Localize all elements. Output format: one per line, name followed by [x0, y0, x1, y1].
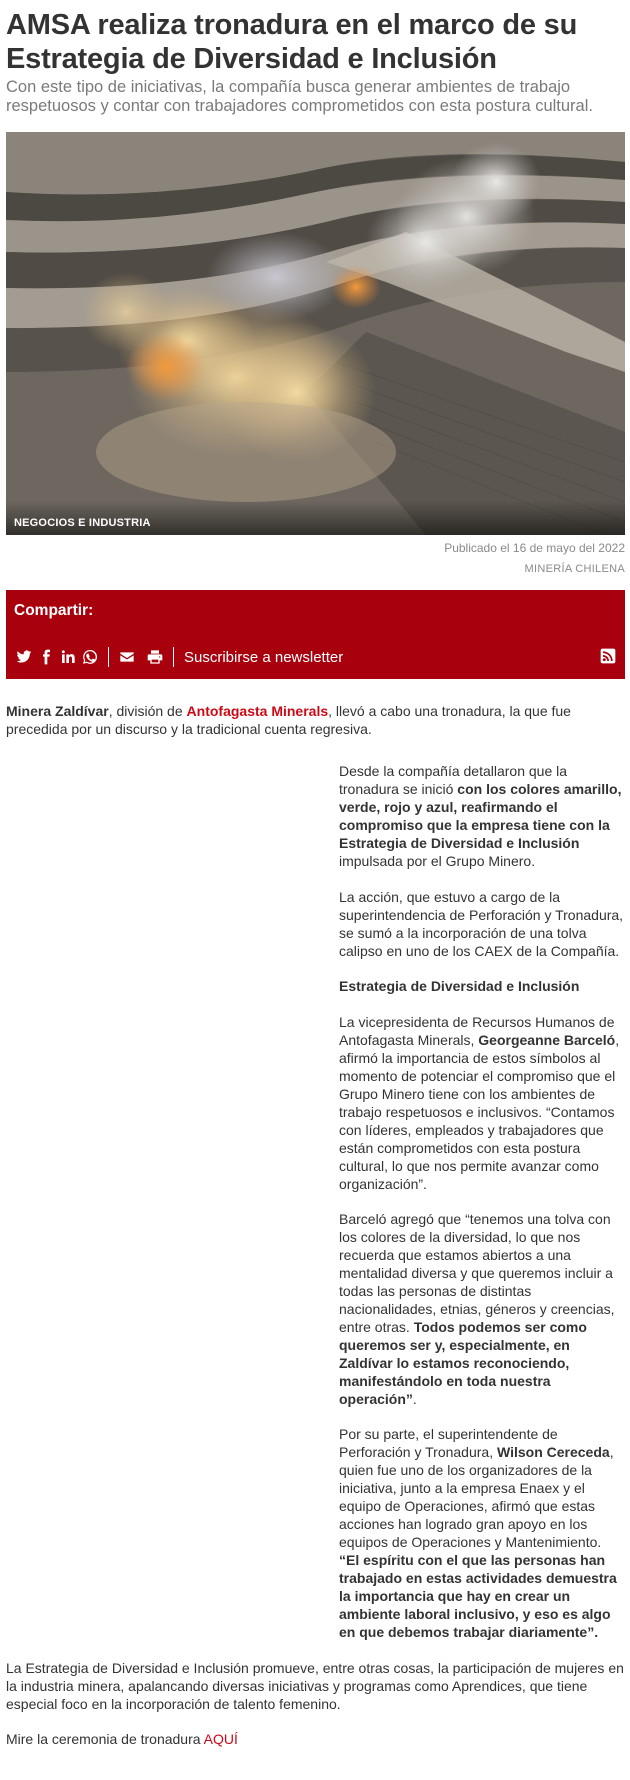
share-title: Compartir:	[14, 602, 94, 619]
text-bold: “El espíritu con el que las personas han trabajado en estas actividades demuestra la importancia que hay en crear un ambiente laboral inclusivo, y eso es algo en que debemos trabajar diariamente”.	[339, 1552, 617, 1640]
email-icon[interactable]	[117, 647, 137, 667]
mine-blast-photo	[6, 132, 625, 535]
whatsapp-icon[interactable]	[80, 647, 100, 667]
print-icon[interactable]	[145, 647, 165, 667]
text: , quien fue uno de los organizadores de la iniciativa, junto a la empresa Enaex y el equipo de Operaciones, afirmó que estas acciones han logrado gran apoyo en los equipos de Operaciones y Mantenimiento.	[339, 1444, 614, 1550]
text-bold: Wilson Cereceda	[496, 1444, 610, 1460]
share-bar	[6, 590, 625, 679]
text-bold: Minera Zaldívar	[6, 703, 109, 719]
text: , llevó a cabo una tronadura, la que fue precedida por un discurso y la tradicional cuenta regresiva.	[6, 703, 571, 737]
rss-icon[interactable]	[600, 648, 618, 666]
paragraph-colors	[339, 762, 625, 870]
paragraph-vicepresidenta	[339, 1013, 625, 1193]
paragraph-barcelo	[339, 1210, 625, 1408]
hero-image	[6, 132, 625, 535]
text: Mire la ceremonia de tronadura	[6, 1731, 204, 1747]
text: La vicepresidenta de Recursos Humanos de Antofagasta Minerals,	[339, 1014, 615, 1048]
text: Por su parte, el superintendente de Perforación y Tronadura,	[339, 1426, 558, 1460]
paragraph-cereceda	[339, 1425, 625, 1641]
ceremony-link[interactable]: AQUÍ	[203, 1731, 238, 1747]
published-date: Publicado el 16 de mayo del 2022	[444, 541, 625, 555]
text-bold: con los colores amarillo, verde, rojo y azul, reafirmando el compromiso que la empresa tiene con la Estrategia de Diversidad e Inclusión	[339, 781, 622, 851]
facebook-icon[interactable]	[36, 647, 56, 667]
antofagasta-link[interactable]: Antofagasta Minerals	[186, 703, 329, 719]
share-divider	[173, 647, 174, 667]
article-subtitle: Con este tipo de iniciativas, la compañía busca generar ambientes de trabajo respetuosos y contar con trabajadores comprometidos con esta postura cultural.	[6, 78, 593, 115]
paragraph-intro	[6, 702, 624, 738]
category-label[interactable]: NEGOCIOS E INDUSTRIA	[14, 517, 151, 529]
share-actions	[14, 646, 343, 668]
text: impulsada por el Grupo Minero.	[339, 853, 536, 869]
text: Barceló agregó que “tenemos una tolva con los colores de la diversidad, lo que nos recuerda que estamos abiertos a una mentalidad diversa y que queremos incluir a todas las personas de distintas nacionalidades, etnias, géneros y creencias, entre otras.	[339, 1211, 615, 1335]
section-heading: Estrategia de Diversidad e Inclusión	[339, 978, 580, 994]
text: Desde la compañía detallaron que la tronadura se inició	[339, 763, 568, 797]
share-divider	[108, 647, 109, 667]
text-bold: Georgeanne Barceló	[478, 1032, 616, 1048]
paragraph-action: La acción, que estuvo a cargo de la superintendencia de Perforación y Tronadura, se sumó a la incorporación de una tolva calipso en uno de los CAEX de la Compañía.	[339, 889, 624, 959]
text: , división de	[108, 703, 187, 719]
text: .	[412, 1391, 417, 1407]
paragraph-ceremony	[6, 1730, 624, 1748]
linkedin-icon[interactable]	[58, 647, 78, 667]
category-overlay	[6, 501, 625, 535]
page-title: AMSA realiza tronadura en el marco de su Estrategia de Diversidad e Inclusión	[6, 9, 578, 75]
newsletter-link[interactable]: Suscribirse a newsletter	[184, 648, 344, 666]
text-bold: Todos podemos ser como queremos ser y, especialmente, en Zaldívar lo estamos reconociendo, manifestándolo en toda nuestra operación”	[339, 1319, 587, 1407]
source-label: MINERÍA CHILENA	[524, 563, 625, 575]
text: , afirmó la importancia de estos símbolos al momento de potenciar el compromiso que el Grupo Minero tiene con los ambientes de trabajo respetuosos e inclusivos. “Contamos con líderes, empleados y trabajadores que están comprometidos con esta postura cultural, lo que nos permite avanzar como organización”.	[339, 1032, 620, 1192]
twitter-icon[interactable]	[14, 647, 34, 667]
paragraph-strategy: La Estrategia de Diversidad e Inclusión promueve, entre otras cosas, la participación de mujeres en la industria minera, apalancando diversas iniciativas y programas como Aprendices, que tiene especial foco en la incorporación de talento femenino.	[6, 1660, 624, 1712]
